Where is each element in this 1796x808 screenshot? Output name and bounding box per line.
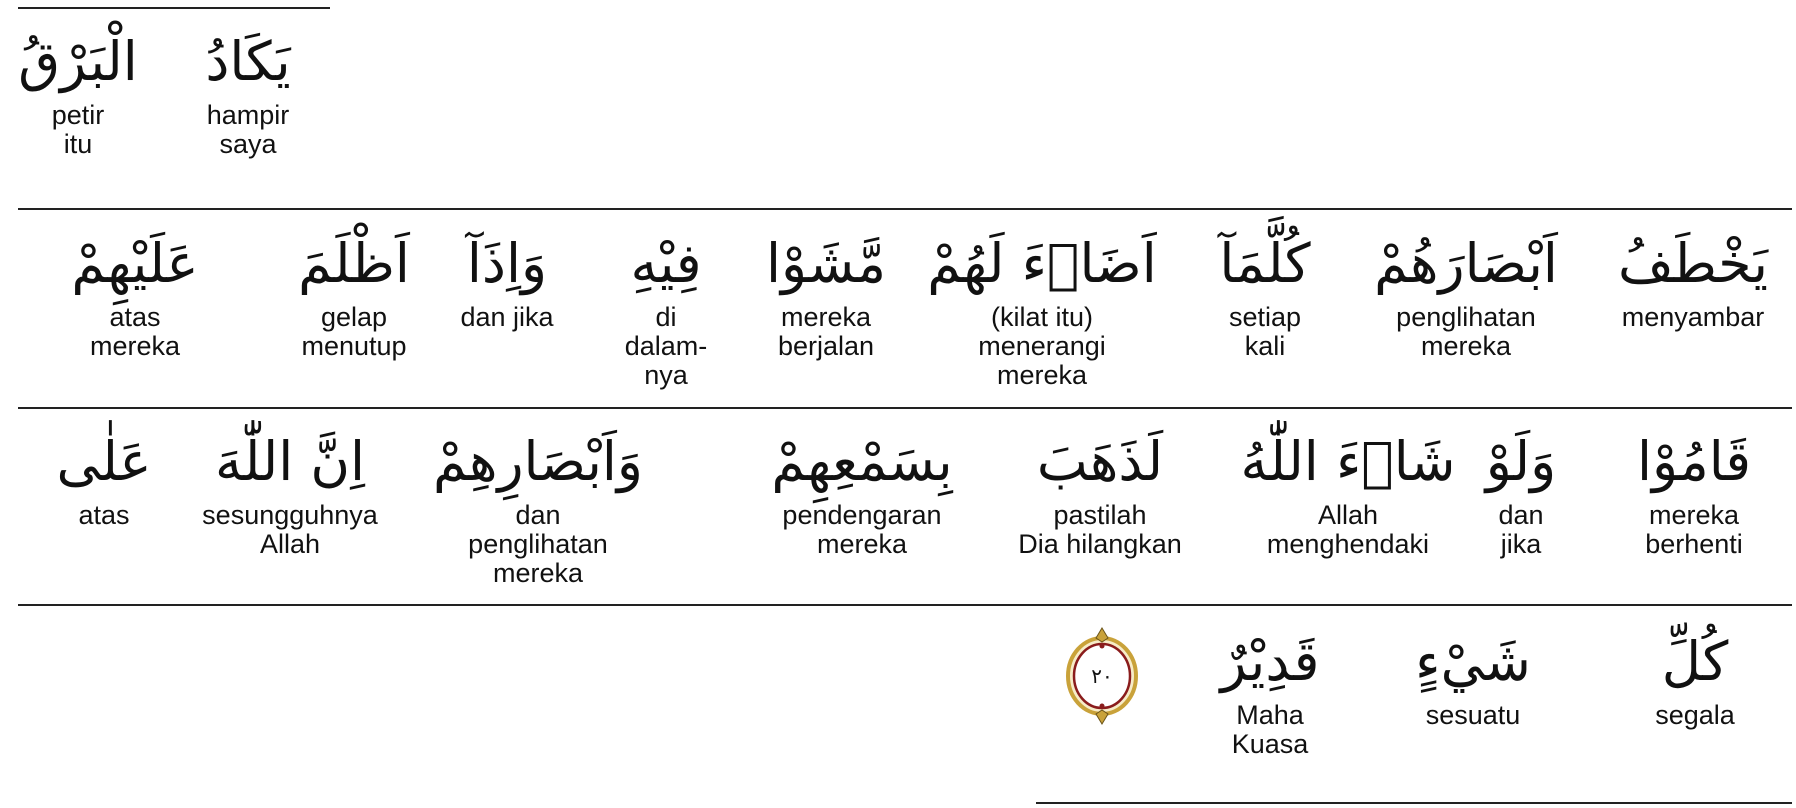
word-translation: pastilah Dia hilangkan [1018, 499, 1182, 559]
word-translation: hampir saya [206, 99, 290, 159]
word-shaa-allahu [1241, 430, 1456, 559]
arabic-word: قَامُوْا [1636, 430, 1752, 493]
word-translation: menyambar [1621, 301, 1765, 332]
arabic-word: عَلٰى [56, 430, 152, 493]
arabic-word: الْبَرْقُ [18, 30, 138, 93]
word-translation: gelap menutup [301, 301, 407, 361]
word-fihi [625, 232, 708, 390]
word-ala [56, 430, 151, 530]
arabic-word: يَكَادُ [205, 30, 291, 93]
word-yakadu [205, 30, 290, 159]
word-azlama [298, 232, 410, 361]
word-wa-law [1486, 430, 1556, 559]
arabic-word: اِنَّ اللّٰهَ [214, 430, 366, 493]
word-kulli [1655, 630, 1735, 730]
word-adaa-lahum [927, 232, 1157, 390]
ayah-marker [1062, 626, 1142, 726]
arabic-word: فِيْهِ [630, 232, 702, 295]
word-translation: sesuatu [1425, 699, 1521, 730]
arabic-word: اَبْصَارَهُمْ [1374, 232, 1558, 295]
arabic-word: بِسَمْعِهِمْ [771, 430, 953, 493]
word-translation: pendengaran mereka [782, 499, 942, 559]
arabic-word: اَظْلَمَ [298, 232, 410, 295]
arabic-word: وَاِذَآ [466, 232, 548, 295]
word-kullama [1219, 232, 1310, 361]
ayah-number: ٢٠ [1091, 664, 1113, 688]
word-translation: mereka berjalan [777, 301, 875, 361]
word-translation: penglihatan mereka [1396, 301, 1536, 361]
arabic-word: اَضَاۤءَ لَهُمْ [927, 232, 1157, 295]
word-qamu [1637, 430, 1751, 559]
arabic-word: مَّشَوْا [766, 232, 886, 295]
row-divider-3 [18, 604, 1792, 606]
word-translation: mereka berhenti [1645, 499, 1743, 559]
word-translation: sesungguhnya Allah [202, 499, 378, 559]
bottom-rule [1036, 802, 1792, 804]
word-translation: atas [78, 499, 130, 530]
word-qadir [1221, 630, 1320, 759]
word-shayin [1415, 630, 1531, 730]
word-bi-samihim [771, 430, 952, 559]
row-divider-2 [18, 407, 1792, 409]
word-translation: Allah menghendaki [1266, 499, 1430, 559]
arabic-word: لَذَهَبَ [1036, 430, 1164, 493]
word-la-dhahaba [1018, 430, 1182, 559]
word-translation: setiap kali [1228, 301, 1302, 361]
arabic-word: كُلَّمَآ [1219, 232, 1311, 295]
word-translation: dan jika [1498, 499, 1544, 559]
arabic-word: يَخْطَفُ [1617, 232, 1769, 295]
arabic-word: قَدِيْرٌ [1220, 630, 1320, 693]
word-absarahum [1374, 232, 1558, 361]
word-translation: dan jika [460, 301, 554, 332]
word-alaihim [71, 232, 198, 361]
arabic-word: عَلَيْهِمْ [71, 232, 199, 295]
arabic-word: كُلِّ [1661, 630, 1729, 693]
word-translation: (kilat itu) menerangi mereka [978, 301, 1106, 390]
word-inna-allaha [202, 430, 378, 559]
arabic-word: وَلَوْ [1485, 430, 1557, 493]
row-divider-1 [18, 208, 1792, 210]
arabic-word: وَاَبْصَارِهِمْ [433, 430, 643, 493]
word-mashaw [766, 232, 886, 361]
arabic-word: شَيْءٍ [1415, 630, 1531, 693]
word-wa-absarihim [433, 430, 643, 588]
word-translation: atas mereka [89, 301, 181, 361]
word-translation: Maha Kuasa [1231, 699, 1309, 759]
word-al-barqu [18, 30, 137, 159]
word-yakhtafu [1618, 232, 1768, 332]
word-translation: petir itu [51, 99, 105, 159]
word-wa-idha [460, 232, 553, 332]
arabic-word: شَاۤءَ اللّٰهُ [1240, 430, 1456, 493]
word-translation: dan penglihatan mereka [468, 499, 608, 588]
top-rule [18, 7, 330, 9]
word-translation: segala [1655, 699, 1735, 730]
word-translation: di dalam- nya [624, 301, 708, 390]
